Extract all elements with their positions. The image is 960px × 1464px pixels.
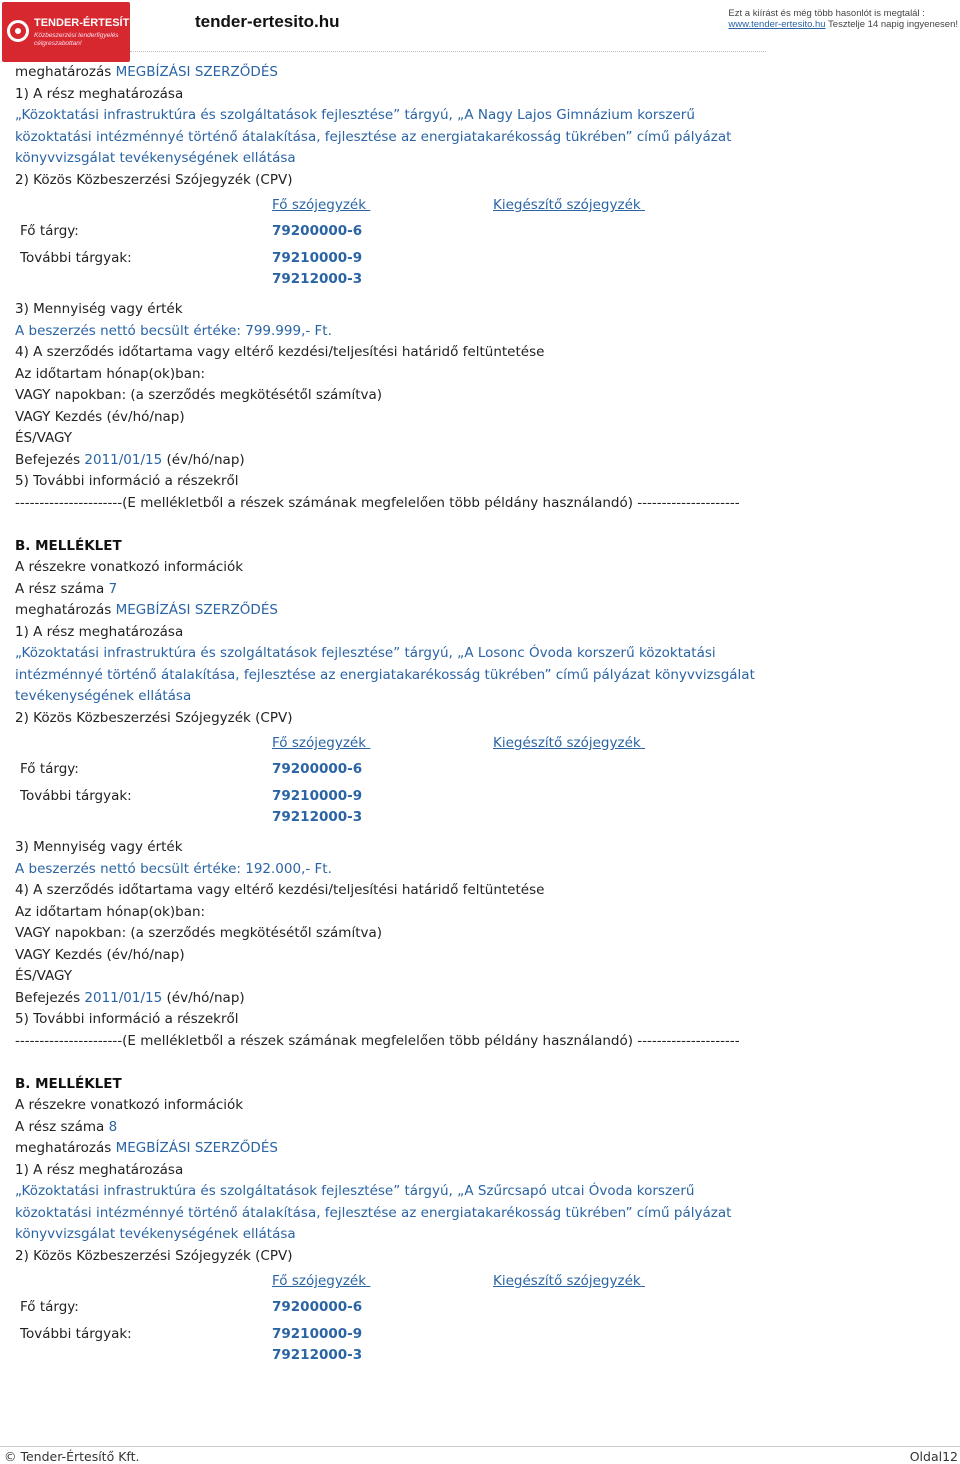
main-vocabulary-header: Fő szójegyzék: [272, 1273, 371, 1289]
part-number-label: A rész száma: [15, 1118, 109, 1135]
separator-line: ----------------------(E mellékletből a részek számának megfelelően több példány használandó) ---------------------: [15, 494, 740, 511]
part-description: „Közoktatási infrastruktúra és szolgáltatások fejlesztése” tárgyú, „A Losonc Óvoda korszerű közoktatási intézménnyé történő átalakítása, fejlesztése az energiatakarékosság tükrében” című pályázat könyvvizsgálat tevékenységének ellátása: [15, 645, 755, 704]
contract-type: MEGBÍZÁSI SZERZŐDÉS: [115, 1140, 278, 1156]
additional-cpv-code: 79210000-9: [272, 250, 363, 266]
additional-cpv-code: 79212000-3: [272, 1347, 363, 1363]
contract-type-line: [15, 600, 945, 622]
cpv-heading: 2) Közös Közbeszerzési Szójegyzék (CPV): [15, 171, 293, 188]
site-logo[interactable]: [2, 2, 155, 62]
supplementary-vocabulary-header: Kiegészítő szójegyzék: [493, 1273, 645, 1289]
quantity-heading: 3) Mennyiség vagy érték: [15, 301, 183, 317]
part-number: 8: [108, 1118, 118, 1135]
part-description: „Közoktatási infrastruktúra és szolgáltatások fejlesztése” tárgyú, „A Szűrcsapó utcai Óvoda korszerű közoktatási intézménnyé történő átalakítása, fejlesztése az energiatakarékosság tükrében” című pályázat könyvvizsgálat tevékenységének ellátása: [15, 1183, 732, 1242]
parts-info-heading: A részekre vonatkozó információk: [15, 1097, 244, 1113]
duration-months: Az időtartam hónap(ok)ban:: [15, 903, 206, 920]
and-or: ÉS/VAGY: [15, 968, 73, 984]
page-header: [0, 0, 960, 62]
end-label: Befejezés: [15, 451, 85, 468]
contract-type-line: [15, 1138, 945, 1160]
supplementary-vocabulary-header: Kiegészítő szójegyzék: [493, 197, 645, 213]
end-date-line: [15, 450, 945, 472]
logo-tagline: Közbeszerzési tenderfigyelés célgreszabottan!: [34, 32, 119, 47]
part-number-line: [15, 1117, 945, 1139]
logo-target-icon: [7, 20, 29, 42]
additional-subjects-label: További tárgyak:: [20, 788, 132, 804]
header-divider: [130, 51, 766, 52]
part-number: 7: [108, 580, 118, 597]
additional-cpv-code: 79210000-9: [272, 788, 363, 804]
supplementary-vocabulary-header: Kiegészítő szójegyzék: [493, 735, 645, 751]
estimated-value: A beszerzés nettó becsült értéke: 799.999,- Ft.: [15, 322, 332, 339]
part-number-line: [15, 579, 945, 601]
end-date: 2011/01/15: [84, 989, 163, 1006]
annex-b-title: B. MELLÉKLET: [15, 537, 122, 554]
part-definition-heading: 1) A rész meghatározása: [15, 623, 184, 640]
quantity-heading: 3) Mennyiség vagy érték: [15, 839, 183, 855]
estimated-value: A beszerzés nettó becsült értéke: 192.000,- Ft.: [15, 860, 332, 877]
label-meghatarozas: meghatározás: [15, 64, 116, 80]
spacer: [15, 514, 945, 536]
main-subject-label: Fő tárgy:: [20, 223, 79, 239]
label-meghatarozas: meghatározás: [15, 1140, 116, 1156]
part-number-label: A rész száma: [15, 580, 109, 597]
additional-cpv-code: 79212000-3: [272, 809, 363, 825]
part-definition-heading: 1) A rész meghatározása: [15, 1161, 184, 1178]
cpv-heading: 2) Közös Közbeszerzési Szójegyzék (CPV): [15, 709, 293, 726]
cpv-table: [15, 1267, 945, 1375]
part-description: „Közoktatási infrastruktúra és szolgáltatások fejlesztése” tárgyú, „A Nagy Lajos Gimnázium korszerű közoktatási intézménnyé történő átalakítása, fejlesztése az energiatakarékosság tükrében” című pályázat könyvvizsgálat tevékenységének ellátása: [15, 107, 732, 166]
additional-cpv-code: 79212000-3: [272, 271, 363, 287]
further-info-heading: 5) További információ a részekről: [15, 473, 239, 489]
promo-line1: Ezt a kiírást és még több hasonlót is megtalál :: [728, 8, 925, 19]
main-vocabulary-header: Fő szójegyzék: [272, 735, 371, 751]
spacer: [15, 1052, 945, 1074]
main-cpv-code: 79200000-6: [272, 223, 363, 239]
duration-days: VAGY napokban: (a szerződés megkötésétől számítva): [15, 925, 383, 941]
main-vocabulary-header: Fő szójegyzék: [272, 197, 371, 213]
site-title: tender-ertesito.hu: [195, 12, 340, 31]
footer-copyright: © Tender-Értesítő Kft.: [4, 1449, 140, 1464]
parts-info-heading: A részekre vonatkozó információk: [15, 559, 244, 575]
and-or: ÉS/VAGY: [15, 430, 73, 446]
contract-type: MEGBÍZÁSI SZERZŐDÉS: [115, 64, 278, 80]
end-date-unit: (év/hó/nap): [162, 451, 245, 468]
main-cpv-code: 79200000-6: [272, 1299, 363, 1315]
part-definition-heading: 1) A rész meghatározása: [15, 85, 184, 102]
additional-subjects-label: További tárgyak:: [20, 250, 132, 266]
page-number: Oldal12: [909, 1449, 958, 1464]
main-subject-label: Fő tárgy:: [20, 761, 79, 777]
start-date: VAGY Kezdés (év/hó/nap): [15, 946, 185, 963]
document-body: [15, 62, 945, 1375]
duration-months: Az időtartam hónap(ok)ban:: [15, 365, 206, 382]
cpv-table: [15, 729, 945, 837]
cpv-table: [15, 191, 945, 299]
separator-line: ----------------------(E mellékletből a részek számának megfelelően több példány használandó) ---------------------: [15, 1032, 740, 1049]
page-footer: [0, 1446, 960, 1464]
label-meghatarozas: meghatározás: [15, 602, 116, 618]
cpv-heading: 2) Közös Közbeszerzési Szójegyzék (CPV): [15, 1247, 293, 1264]
further-info-heading: 5) További információ a részekről: [15, 1011, 239, 1027]
logo-text: TENDER-ÉRTESÍTŐ.hu: [34, 17, 155, 29]
start-date: VAGY Kezdés (év/hó/nap): [15, 408, 185, 425]
contract-type: MEGBÍZÁSI SZERZŐDÉS: [115, 602, 278, 618]
duration-heading: 4) A szerződés időtartama vagy eltérő kezdési/teljesítési határidő feltüntetése: [15, 344, 545, 360]
duration-heading: 4) A szerződés időtartama vagy eltérő kezdési/teljesítési határidő feltüntetése: [15, 882, 545, 898]
promo-link[interactable]: www.tender-ertesito.hu: [728, 19, 826, 30]
end-date-unit: (év/hó/nap): [162, 989, 245, 1006]
promo-line2: Tesztelje 14 napig ingyenesen!: [825, 19, 958, 30]
main-subject-label: Fő tárgy:: [20, 1299, 79, 1315]
additional-subjects-label: További tárgyak:: [20, 1326, 132, 1342]
contract-type-line: [15, 62, 945, 84]
additional-cpv-code: 79210000-9: [272, 1326, 363, 1342]
promo-text: [728, 8, 958, 30]
end-date-line: [15, 988, 945, 1010]
annex-b-title: B. MELLÉKLET: [15, 1075, 122, 1092]
main-cpv-code: 79200000-6: [272, 761, 363, 777]
end-date: 2011/01/15: [84, 451, 163, 468]
duration-days: VAGY napokban: (a szerződés megkötésétől számítva): [15, 387, 383, 403]
end-label: Befejezés: [15, 989, 85, 1006]
